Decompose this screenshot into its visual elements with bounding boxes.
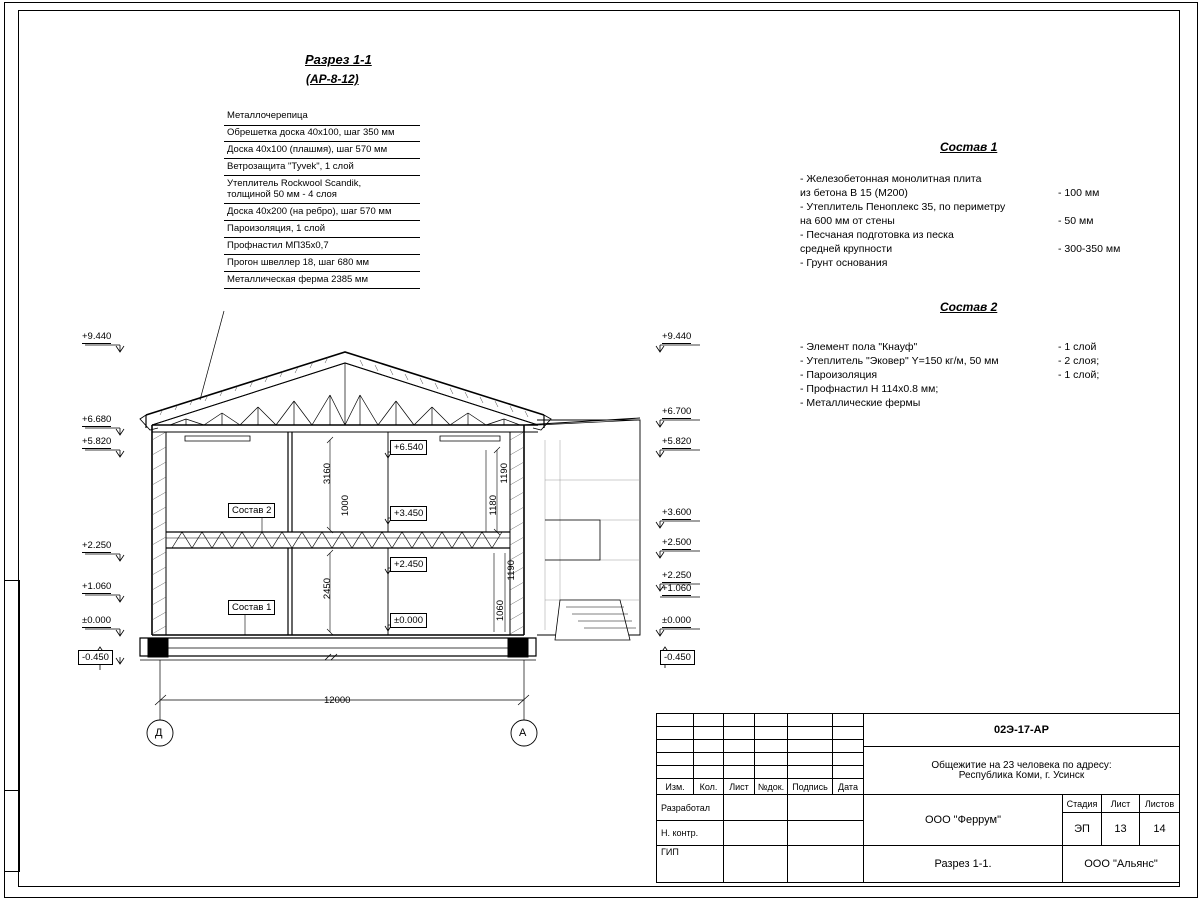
sheets-value: 14 — [1140, 813, 1179, 846]
compose2-line: - Пароизоляция — [800, 369, 878, 381]
callout-compose1: Состав 1 — [228, 600, 275, 615]
level-right: +9.440 — [662, 331, 692, 342]
rev-cell — [755, 740, 788, 753]
role-sign — [724, 821, 788, 846]
spec-row: Металлочерепица — [227, 110, 308, 121]
rev-cell — [833, 766, 864, 779]
doc-code: 02Э-17-АР — [864, 714, 1179, 747]
level-left: +2.250 — [82, 540, 112, 551]
spec-row: Металлическая ферма 2385 мм — [224, 272, 420, 289]
vert-dim: 1000 — [340, 495, 351, 517]
vert-dim: 2450 — [322, 578, 333, 600]
level-inner: +3.450 — [390, 506, 427, 521]
stage-value: ЭП — [1063, 813, 1102, 846]
spec-row: Ветрозащита "Tyvek", 1 слой — [224, 159, 420, 176]
rev-cell — [833, 714, 864, 727]
level-left: +1.060 — [82, 581, 112, 592]
rev-cell — [694, 753, 724, 766]
axis-label-d: Д — [155, 727, 163, 739]
spec-row: Обрешетка доска 40х100, шаг 350 мм — [224, 125, 420, 142]
rev-header: Лист — [724, 779, 755, 795]
compose1-line: на 600 мм от стены — [800, 215, 895, 227]
level-right: +2.500 — [662, 537, 692, 548]
rev-cell — [657, 727, 694, 740]
compose1-line: - Грунт основания — [800, 257, 888, 269]
rev-header: Кол. — [694, 779, 724, 795]
rev-cell — [724, 727, 755, 740]
sheet-title: Разрез 1-1. — [864, 846, 1063, 882]
spec-row: Доска 40х100 (плашмя), шаг 570 мм — [224, 142, 420, 159]
level-left: +6.680 — [82, 414, 112, 425]
level-inner: ±0.000 — [390, 613, 427, 628]
compose2-value: - 2 слоя; — [1058, 355, 1100, 367]
level-right: +2.250 — [662, 570, 692, 581]
object-name — [864, 747, 1179, 795]
role-label: Н. контр. — [657, 821, 724, 846]
object-line-2: Республика Коми, г. Усинск — [958, 769, 1085, 781]
role-date — [788, 846, 864, 882]
rev-cell — [788, 714, 833, 727]
compose2-line: - Утеплитель "Эковер" Y=150 кг/м, 50 мм — [800, 355, 999, 367]
rev-cell — [724, 714, 755, 727]
title-block — [656, 713, 1180, 883]
sheet-header: Лист — [1102, 795, 1140, 813]
compose1-line: средней крупности — [800, 243, 893, 255]
role-sign — [724, 846, 788, 882]
spec-row: Профнастил МП35х0,7 — [224, 238, 420, 255]
level-left-boxed: -0.450 — [78, 650, 113, 665]
rev-cell — [833, 727, 864, 740]
spec-row: Прогон швеллер 18, шаг 680 мм — [224, 255, 420, 272]
compose2-line: - Металлические фермы — [800, 397, 921, 409]
compose1-line: из бетона В 15 (М200) — [800, 187, 908, 199]
rev-header: №док. — [755, 779, 788, 795]
page-title: Разрез 1-1 — [305, 52, 372, 67]
spec-row: Доска 40х200 (на ребро), шаг 570 мм — [224, 204, 420, 221]
level-right: +3.600 — [662, 507, 692, 518]
rev-cell — [694, 727, 724, 740]
vert-dim: 1190 — [506, 560, 517, 581]
compose1-line: - Утеплитель Пеноплекс 35, по периметру — [800, 201, 1006, 213]
sheets-header: Листов — [1140, 795, 1179, 813]
role-date — [788, 821, 864, 846]
axis-label-a: А — [519, 727, 527, 739]
level-left: ±0.000 — [82, 615, 111, 626]
rev-cell — [788, 740, 833, 753]
stage-header: Стадия — [1063, 795, 1102, 813]
spec-row: Пароизоляция, 1 слой — [224, 221, 420, 238]
rev-cell — [694, 740, 724, 753]
rev-cell — [833, 753, 864, 766]
compose1-line: - Железобетонная монолитная плита — [800, 173, 982, 185]
rev-header: Подпись — [788, 779, 833, 795]
vert-dim: 1060 — [495, 600, 506, 622]
rev-header: Изм. — [657, 779, 694, 795]
rev-cell — [657, 753, 694, 766]
rev-cell — [694, 714, 724, 727]
sheet-value: 13 — [1102, 813, 1140, 846]
role-label: Разработал — [657, 795, 724, 821]
level-left: +5.820 — [82, 436, 112, 447]
spec-row: Утеплитель Rockwool Scandik, — [227, 178, 362, 189]
rev-cell — [833, 740, 864, 753]
level-left: +9.440 — [82, 331, 112, 342]
compose1-value: - 50 мм — [1058, 215, 1094, 227]
rev-cell — [755, 753, 788, 766]
page-title-ref: (АР-8-12) — [306, 72, 359, 86]
spec-row: толщиной 50 мм - 4 слоя — [224, 189, 420, 204]
role-sign — [724, 795, 788, 821]
vert-dim: 3160 — [322, 463, 333, 485]
compose1-line: - Песчаная подготовка из песка — [800, 229, 954, 241]
compose2-line: - Элемент пола "Кнауф" — [800, 341, 918, 353]
rev-cell — [755, 766, 788, 779]
rev-cell — [657, 740, 694, 753]
rev-cell — [755, 714, 788, 727]
object-line-1: Общежитие на 23 человека по адресу: — [931, 759, 1112, 771]
company-name: ООО "Феррум" — [864, 795, 1063, 846]
rev-cell — [724, 740, 755, 753]
level-right: +5.820 — [662, 436, 692, 447]
rev-cell — [694, 766, 724, 779]
role-label: ГИП — [657, 846, 724, 882]
rev-header: Дата — [833, 779, 864, 795]
rev-cell — [724, 753, 755, 766]
compose2-line: - Профнастил Н 114х0.8 мм; — [800, 383, 939, 395]
designer-org: ООО "Альянс" — [1084, 858, 1158, 870]
compose1-title: Состав 1 — [940, 140, 998, 154]
rev-cell — [788, 753, 833, 766]
role-date — [788, 795, 864, 821]
rev-cell — [657, 766, 694, 779]
rev-cell — [755, 727, 788, 740]
level-inner: +2.450 — [390, 557, 427, 572]
compose1-value: - 300-350 мм — [1058, 243, 1121, 255]
vert-dim: 1190 — [499, 463, 510, 484]
level-inner: +6.540 — [390, 440, 427, 455]
rev-cell — [788, 766, 833, 779]
level-right: +1.060 — [662, 583, 692, 594]
rev-cell — [657, 714, 694, 727]
rev-cell — [788, 727, 833, 740]
callout-compose2: Состав 2 — [228, 503, 275, 518]
compose2-title: Состав 2 — [940, 300, 998, 314]
level-right: +6.700 — [662, 406, 692, 417]
rev-cell — [724, 766, 755, 779]
compose2-value: - 1 слой; — [1058, 369, 1100, 381]
level-right: ±0.000 — [662, 615, 691, 626]
span-dimension: 12000 — [324, 695, 351, 706]
vert-dim: 1180 — [488, 495, 499, 516]
compose1-value: - 100 мм — [1058, 187, 1100, 199]
compose2-value: - 1 слой — [1058, 341, 1097, 353]
level-right-boxed: -0.450 — [660, 650, 695, 665]
